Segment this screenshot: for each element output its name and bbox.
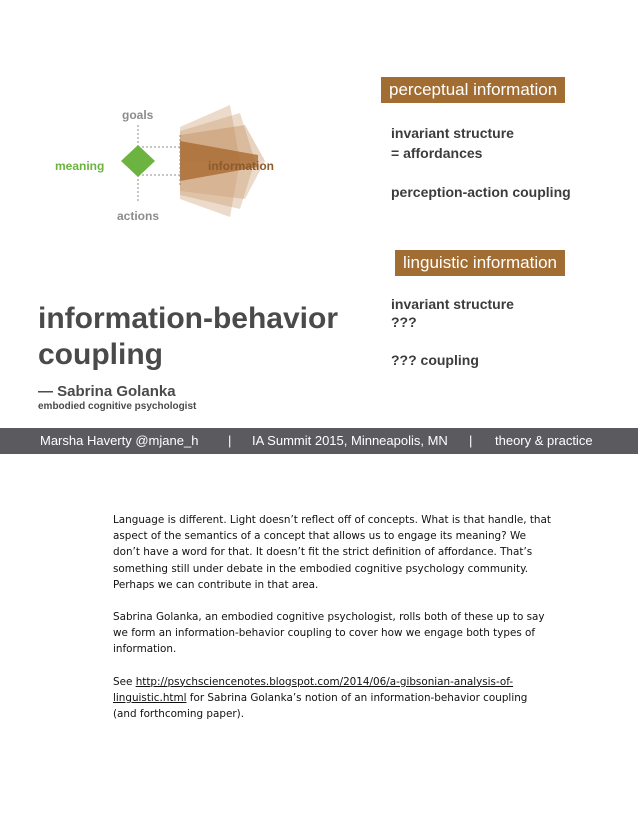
notes-see-text: See <box>113 675 136 688</box>
perceptual-line-2: = affordances <box>391 145 483 161</box>
footer-author: Marsha Haverty @mjane_h <box>40 433 199 448</box>
meaning-diamond <box>121 145 155 177</box>
linguistic-line-3: ??? coupling <box>391 352 479 368</box>
goals-label: goals <box>122 108 154 122</box>
golanka-blog-link[interactable]: http://psychsciencenotes.blogspot.com/2014/06/a-gibsonian-analysis-of-linguistic.html <box>113 675 514 704</box>
notes-link-suffix: for Sabrina Golanka’s notion of an information-behavior coupling (and forthcoming paper). <box>113 691 528 721</box>
footer-series: theory & practice <box>495 433 593 448</box>
notes-paragraph-1: Language is different. Light doesn’t reflect off of concepts. What is that handle, that aspect of the semantics of a concept that allows us to engage its meaning? We don’t have a word for that. It doesn’t fit the strict definition of affordance. That’s something still under debate in the embodied cognitive psychology community. Perhaps we can contribute in that area. <box>113 514 551 591</box>
linguistic-line-1: invariant structure <box>391 296 514 312</box>
notes-paragraph-3 <box>113 674 553 723</box>
slide-footer-bar <box>0 428 638 454</box>
speaker-notes <box>113 512 553 738</box>
slide-title-line-2: coupling <box>38 338 163 371</box>
notes-paragraph-2: Sabrina Golanka, an embodied cognitive psychologist, rolls both of these up to say we form an information-behavior coupling to cover how we engage both types of information. <box>113 611 545 656</box>
slide-title-line-1: information-behavior <box>38 302 339 335</box>
meaning-label: meaning <box>55 159 105 173</box>
coupling-diagram <box>40 95 300 235</box>
attribution-subtitle: embodied cognitive psychologist <box>38 401 197 412</box>
footer-separator-1: | <box>228 433 232 448</box>
footer-separator-2: | <box>469 433 473 448</box>
footer-event: IA Summit 2015, Minneapolis, MN <box>252 433 448 448</box>
attribution: — Sabrina Golanka <box>38 383 176 400</box>
perceptual-line-1: invariant structure <box>391 125 514 141</box>
perceptual-information-header: perceptual information <box>381 77 565 103</box>
actions-label: actions <box>117 209 160 223</box>
linguistic-line-2: ??? <box>391 314 417 330</box>
information-label: information <box>208 159 274 173</box>
perceptual-line-3: perception-action coupling <box>391 184 571 200</box>
linguistic-information-header: linguistic information <box>395 250 565 276</box>
